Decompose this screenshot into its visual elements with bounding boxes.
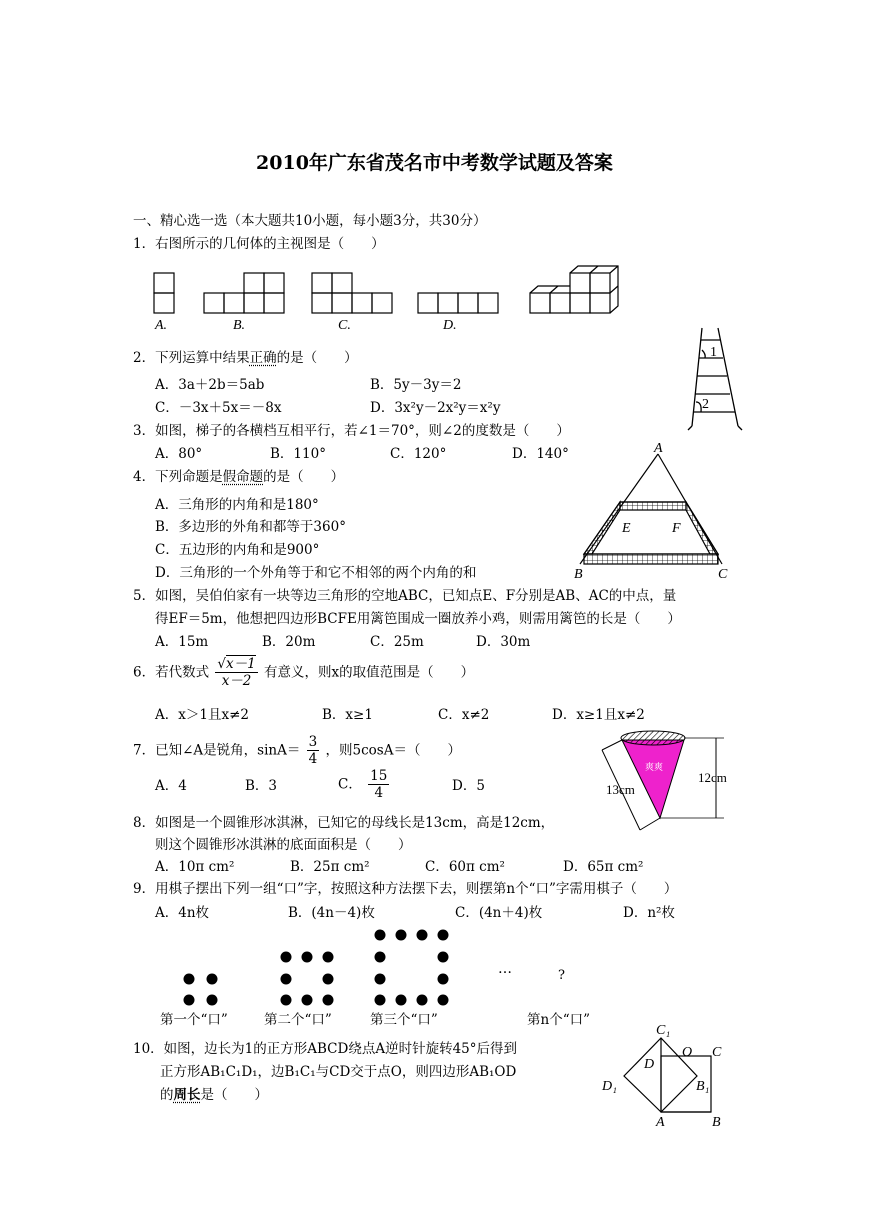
q1-label-d: D. [443,318,457,333]
chess-pattern-figure [180,925,600,1010]
q9-caption-3: 第三个“口” [370,1012,438,1028]
q2-option-b: B．5y－3y＝2 [370,377,462,393]
q2-stem: 2．下列运算中结果正确的是（ ） [133,350,358,366]
ladder-angle-1: 1 [710,345,717,360]
ice-cream-cone-figure [598,724,748,836]
q8-option-c: C．60π cm² [425,859,505,875]
q9-option-d: D．n²枚 [623,905,675,921]
chess-question: ? [558,968,565,983]
q3-stem: 3．如图，梯子的各横档互相平行，若∠1＝70°，则∠2的度数是（ ） [133,423,570,439]
fig10-label-b1: B₁ [696,1079,710,1094]
q2-option-d: D．3x²y－2x²y＝x²y [370,400,501,416]
q8-option-a: A．10π cm² [155,859,235,875]
q4-option-a: A．三角形的内角和是180° [155,497,319,513]
q1-stem: 1．右图所示的几何体的主视图是（ ） [133,236,385,252]
q8-option-b: B．25π cm² [290,859,370,875]
q9-caption-n: 第n个“口” [527,1012,590,1028]
q6-option-c: C．x≠2 [438,707,490,723]
fig5-label-f: F [672,521,681,536]
fig10-label-d: D [644,1057,655,1072]
q5-option-b: B．20m [262,634,316,650]
fig10-label-b: B [712,1115,721,1130]
q1-label-a: A. [155,318,168,333]
q4-option-b: B．多边形的外角和都等于360° [155,519,346,535]
q1-options-figure [150,262,630,320]
q2-option-c: C．－3x＋5x＝－8x [155,400,282,416]
section-heading: 一、精心选一选（本大题共10小题，每小题3分，共30分） [133,213,487,229]
q5-line2: 得EF＝5m，他想把四边形BCFE用篱笆围成一圈放养小鸡，则需用篱笆的长是（ ） [155,611,681,627]
q6-option-a: A．x＞1且x≠2 [155,707,249,723]
q6-fraction: $\frac{√x-1}{x-2}$ [217,656,256,689]
q1-label-c: C. [338,318,351,333]
q9-stem: 9．用棋子摆出下列一组“口”字，按照这种方法摆下去，则摆第n个“口”字需用棋子（ ） [133,881,678,897]
q10-line3: 的周长是（ ） [160,1087,268,1103]
chess-ellipsis: … [498,961,512,977]
q7-option-a: A．4 [155,778,187,794]
fig5-label-b: B [574,567,583,582]
q2-option-a: A．3a＋2b＝5ab [155,377,265,393]
q1-label-b: B. [233,318,246,333]
q9-option-c: C．(4n＋4)枚 [455,905,543,921]
cone-height-label: 12cm [698,770,727,785]
ladder-angle-2: 2 [702,397,709,412]
ladder-figure [690,322,750,430]
q6-option-d: D．x≥1且x≠2 [552,707,645,723]
q9-caption-1: 第一个“口” [160,1012,228,1028]
q8-line2: 则这个圆锥形冰淇淋的底面面积是（ ） [155,837,412,853]
q5-line1: 5．如图，吴伯伯家有一块等边三角形的空地ABC，已知点E、F分别是AB、AC的中点，量 [133,588,677,604]
page-title: 2010年广东省茂名市中考数学试题及答案 [256,152,613,174]
q4-option-c: C．五边形的内角和是900° [155,542,320,558]
fig10-label-a: A [656,1115,665,1130]
rotated-square-figure [600,1020,740,1130]
q3-option-c: C．120° [390,446,447,462]
fence-triangle-figure [572,440,742,580]
fig10-label-c: C [712,1045,722,1060]
q10-line1: 10．如图，边长为1的正方形ABCD绕点A逆时针旋转45°后得到 [133,1041,518,1057]
q5-option-d: D．30m [476,634,531,650]
q7-option-c: C． $\frac{15}{4}$ [338,768,388,801]
q5-option-a: A．15m [155,634,209,650]
fig10-label-o: O [682,1045,693,1060]
q3-option-a: A．80° [155,446,203,462]
q6-option-b: B．x≥1 [322,707,373,723]
fig10-label-c1: C₁ [656,1023,671,1038]
cone-slant-label: 13cm [606,782,635,797]
fig5-label-e: E [622,521,631,536]
q10-line2: 正方形AB₁C₁D₁，边B₁C₁与CD交于点O，则四边形AB₁OD [160,1064,517,1080]
q5-option-c: C．25m [370,634,424,650]
q3-option-b: B．110° [270,446,326,462]
q3-option-d: D．140° [512,446,569,462]
q8-line1: 8．如图是一个圆锥形冰淇淋，已知它的母线长是13cm，高是12cm， [133,815,555,831]
q7-fraction: $\frac{3}{4}$ [308,734,318,767]
q7-option-b: B．3 [245,778,278,794]
q4-stem: 4．下列命题是假命题的是（ ） [133,469,345,485]
q8-option-d: D．65π cm² [563,859,644,875]
q9-caption-2: 第二个“口” [264,1012,332,1028]
q7-option-d: D．5 [452,778,485,794]
cone-label: 爽爽 [644,763,664,773]
fig10-label-d1: D₁ [602,1079,617,1094]
q9-option-b: B．(4n－4)枚 [288,905,375,921]
q9-option-a: A．4n枚 [155,905,210,921]
q6-stem: 6．若代数式 $\frac{√x-1}{x-2}$ 有意义，则x的取值范围是（ ） [133,656,475,689]
q7-stem: 7．已知∠A是锐角，sinA＝ $\frac{3}{4}$ ，则5cosA＝（ ） [133,734,461,767]
fig5-label-a: A [654,441,663,456]
q4-option-d: D．三角形的一个外角等于和它不相邻的两个内角的和 [155,565,477,581]
fig5-label-c: C [718,567,728,582]
